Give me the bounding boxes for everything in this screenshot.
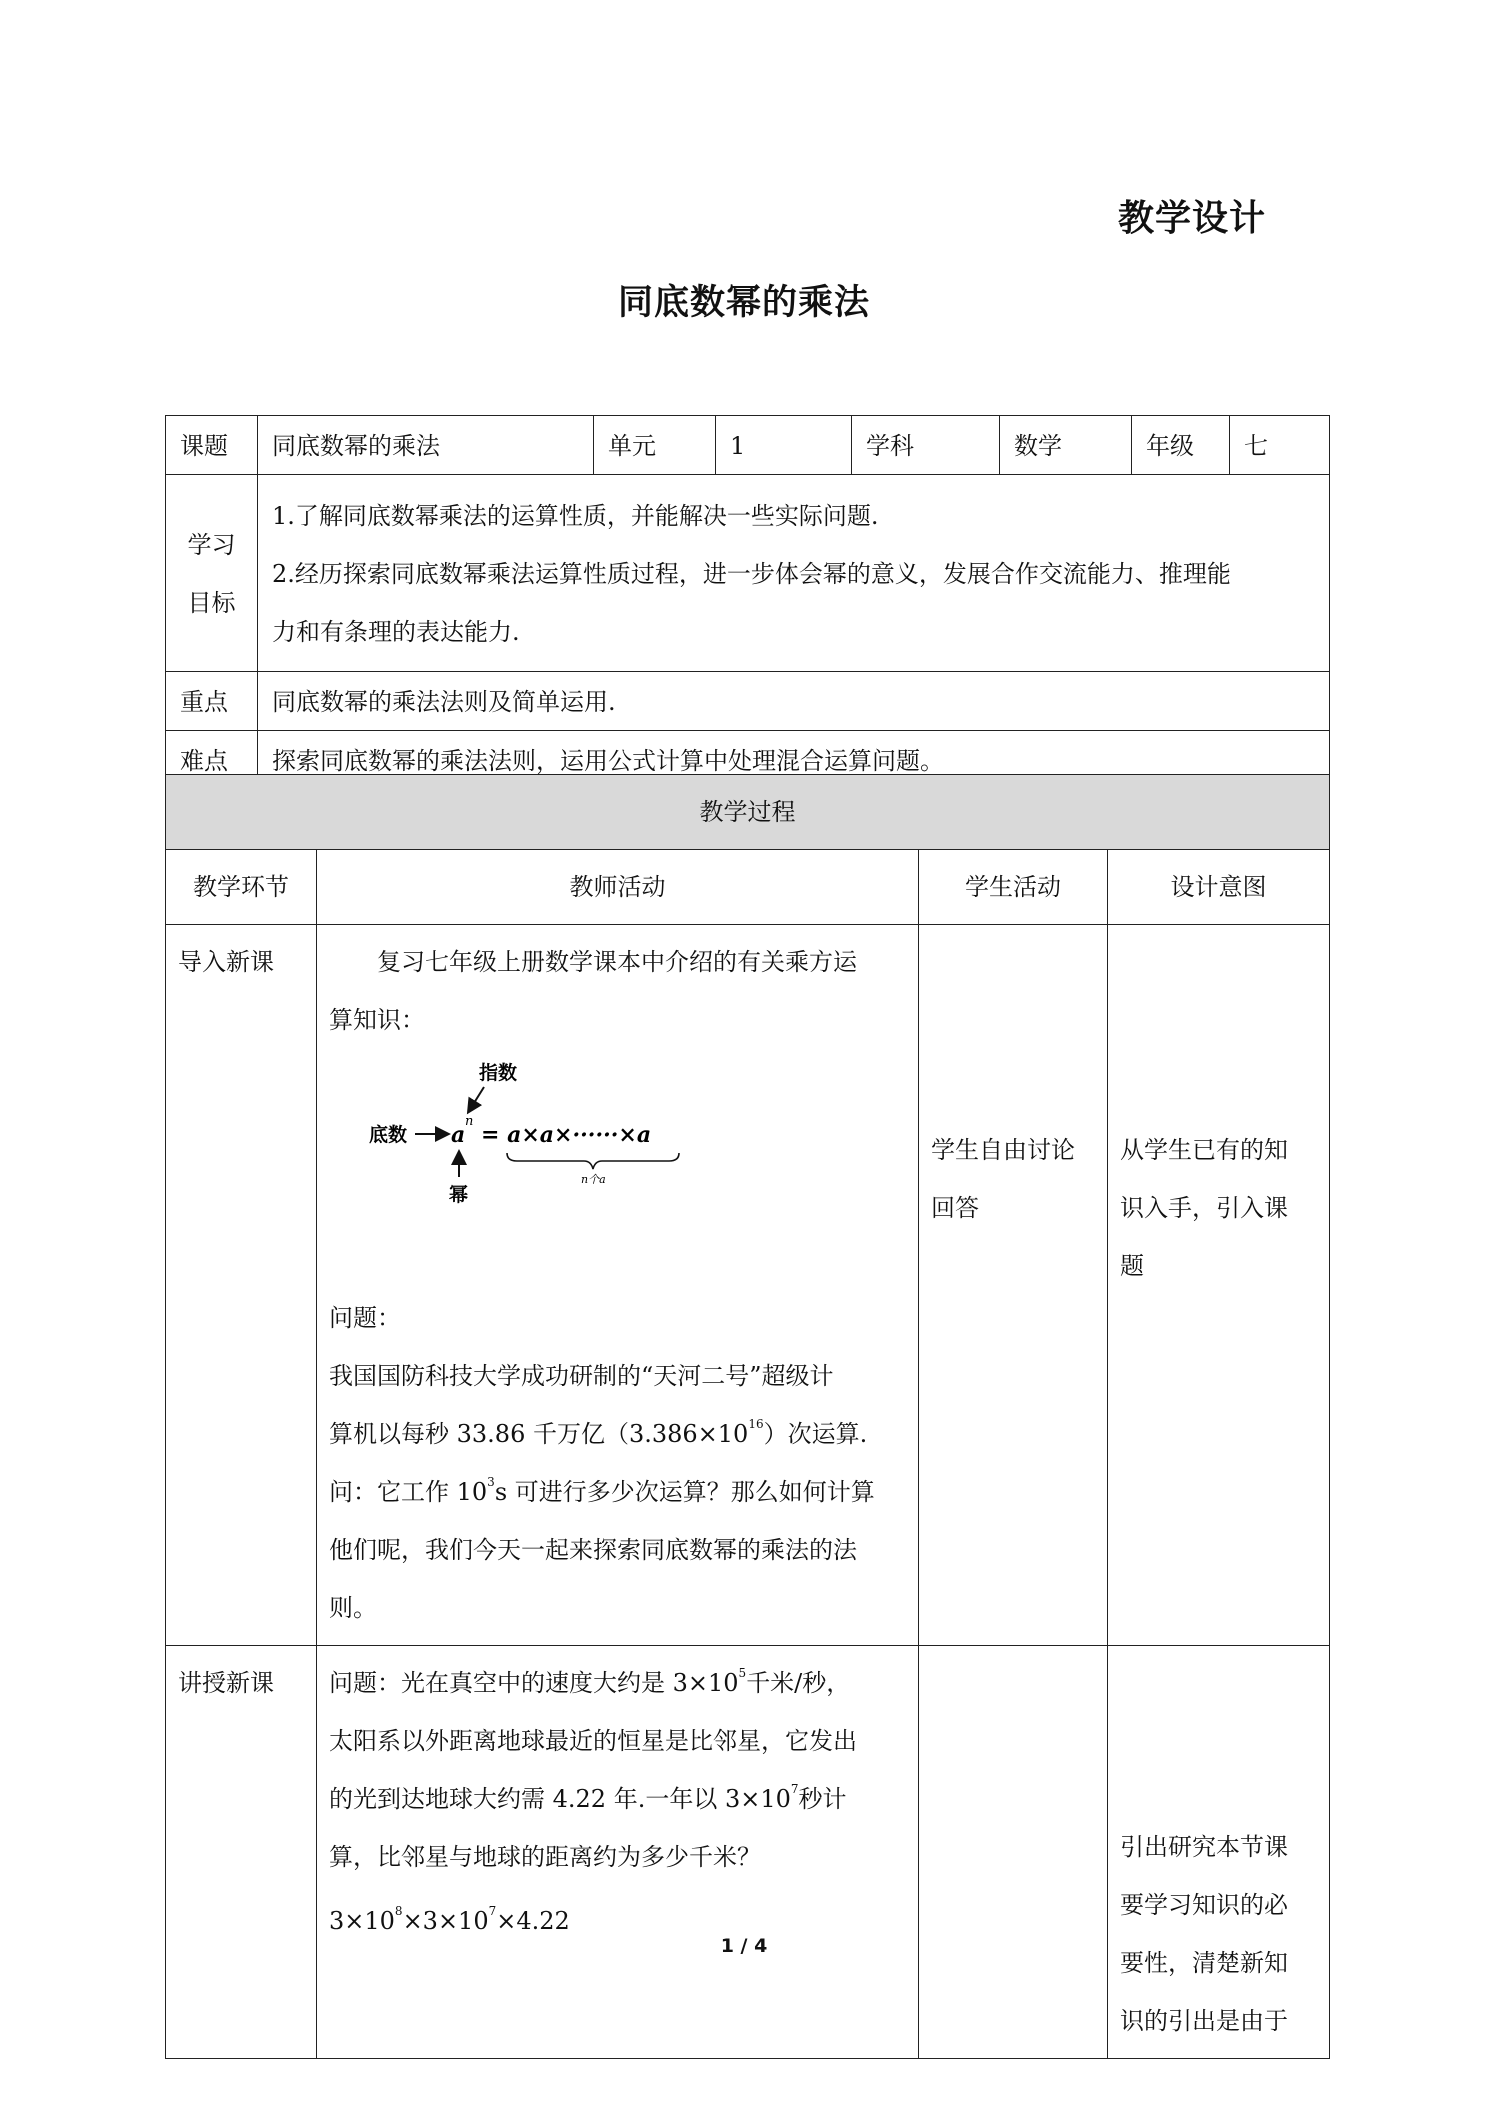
power-diagram-svg bbox=[369, 1049, 769, 1219]
intent-line: 引出研究本节课 bbox=[1120, 1833, 1288, 1861]
superscript: 8 bbox=[394, 1904, 403, 1918]
lecture-line bbox=[329, 1770, 906, 1828]
document-title: 同底数幂的乘法 bbox=[617, 283, 870, 323]
exponent-label: 指数 bbox=[479, 1062, 518, 1084]
text-segment: 3×10 bbox=[329, 1907, 395, 1935]
col-head-intent: 设计意图 bbox=[1108, 850, 1330, 925]
lecture-student-activity bbox=[919, 1646, 1108, 2059]
intent-line: 要性，清楚新知 bbox=[1120, 1949, 1288, 1977]
intro-question-line: 我国国防科技大学成功研制的“天河二号”超级计 bbox=[329, 1362, 834, 1390]
grade-label: 年级 bbox=[1132, 416, 1230, 475]
superscript: 7 bbox=[790, 1782, 799, 1796]
intro-question-line bbox=[329, 1463, 906, 1521]
intro-stage: 导入新课 bbox=[166, 925, 317, 1646]
topic-value: 同底数幂的乘法 bbox=[258, 416, 594, 475]
goal-line: 力和有条理的表达能力. bbox=[272, 618, 520, 646]
superscript: 5 bbox=[738, 1666, 747, 1680]
text-segment: 算机以每秒 33.86 千万亿（3.386×10 bbox=[329, 1420, 749, 1448]
subject-label: 学科 bbox=[852, 416, 1000, 475]
text-segment: 问：它工作 10 bbox=[329, 1478, 488, 1506]
lecture-line: 算，比邻星与地球的距离约为多少千米？ bbox=[329, 1843, 761, 1871]
superscript: 7 bbox=[488, 1904, 497, 1918]
grade-value: 七 bbox=[1230, 416, 1330, 475]
difficulty-label: 难点 bbox=[166, 731, 258, 790]
intro-line: 复习七年级上册数学课本中介绍的有关乘方运 bbox=[377, 948, 857, 976]
page-number: 1 / 4 bbox=[720, 1935, 768, 1957]
question-label: 问题： bbox=[329, 1304, 401, 1332]
power-label: 幂 bbox=[449, 1184, 469, 1206]
intent-line: 识入手，引入课 bbox=[1120, 1194, 1288, 1222]
intro-question-line: 他们呢，我们今天一起来探索同底数幂的乘法的法 bbox=[329, 1536, 857, 1564]
process-section-title: 教学过程 bbox=[166, 775, 1330, 850]
intent-line: 识的引出是由于 bbox=[1120, 2007, 1288, 2035]
lesson-info-table bbox=[165, 415, 1330, 790]
text-segment: s 可进行多少次运算？那么如何计算 bbox=[494, 1478, 875, 1506]
text-segment: 秒计 bbox=[798, 1785, 847, 1813]
intent-line: 要学习知识的必 bbox=[1120, 1891, 1288, 1919]
col-head-stage: 教学环节 bbox=[166, 850, 317, 925]
lecture-line bbox=[329, 1654, 906, 1712]
text-segment: ×3×10 bbox=[402, 1907, 489, 1935]
student-line: 回答 bbox=[931, 1194, 979, 1222]
superscript: 16 bbox=[748, 1417, 764, 1431]
key-point-value: 同底数幂的乘法法则及简单运用. bbox=[258, 672, 1330, 731]
intro-teacher-activity bbox=[317, 925, 919, 1646]
intent-line: 题 bbox=[1120, 1252, 1144, 1280]
superscript: 3 bbox=[487, 1475, 495, 1489]
intro-question-line bbox=[329, 1405, 906, 1463]
key-point-label: 重点 bbox=[166, 672, 258, 731]
unit-value: 1 bbox=[716, 416, 852, 475]
topic-label: 课题 bbox=[166, 416, 258, 475]
text-segment: ×4.22 bbox=[496, 1907, 570, 1935]
base-label: 底数 bbox=[369, 1124, 408, 1146]
lecture-design-intent bbox=[1108, 1646, 1330, 2059]
intro-design-intent bbox=[1108, 925, 1330, 1646]
text-segment: ）次运算. bbox=[763, 1420, 868, 1448]
power-notation-diagram bbox=[329, 1049, 906, 1289]
count-label: n个a bbox=[581, 1173, 606, 1186]
base-symbol: a bbox=[451, 1122, 466, 1148]
student-line: 学生自由讨论 bbox=[931, 1136, 1075, 1164]
lecture-line: 太阳系以外距离地球最近的恒星是比邻星，它发出 bbox=[329, 1727, 857, 1755]
goals-text bbox=[258, 475, 1330, 672]
text-segment: 千米/秒， bbox=[746, 1669, 851, 1697]
subject-value: 数学 bbox=[1000, 416, 1132, 475]
goal-line: 1.了解同底数幂乘法的运算性质，并能解决一些实际问题. bbox=[272, 502, 879, 530]
expansion-expression: = a×a×······×a bbox=[481, 1122, 652, 1148]
intent-line: 从学生已有的知 bbox=[1120, 1136, 1288, 1164]
col-head-teacher: 教师活动 bbox=[317, 850, 919, 925]
col-head-student: 学生活动 bbox=[919, 850, 1108, 925]
intro-student-activity bbox=[919, 925, 1108, 1646]
goals-label: 学习目标 bbox=[166, 475, 258, 672]
document-heading: 教学设计 bbox=[1118, 198, 1267, 239]
goal-line: 2.经历探索同底数幂乘法运算性质过程，进一步体会幂的意义，发展合作交流能力、推理能 bbox=[272, 560, 1231, 588]
text-segment: 问题：光在真空中的速度大约是 3×10 bbox=[329, 1669, 739, 1697]
teaching-process-table bbox=[165, 774, 1330, 2059]
unit-label: 单元 bbox=[594, 416, 716, 475]
difficulty-value: 探索同底数幂的乘法法则，运用公式计算中处理混合运算问题。 bbox=[258, 731, 1330, 790]
exponent-symbol: n bbox=[465, 1114, 474, 1129]
intro-question-line: 则。 bbox=[329, 1594, 377, 1622]
text-segment: 的光到达地球大约需 4.22 年.一年以 3×10 bbox=[329, 1785, 791, 1813]
intro-line: 算知识： bbox=[329, 1006, 425, 1034]
lecture-stage: 讲授新课 bbox=[166, 1646, 317, 2059]
lecture-teacher-activity bbox=[317, 1646, 919, 2059]
